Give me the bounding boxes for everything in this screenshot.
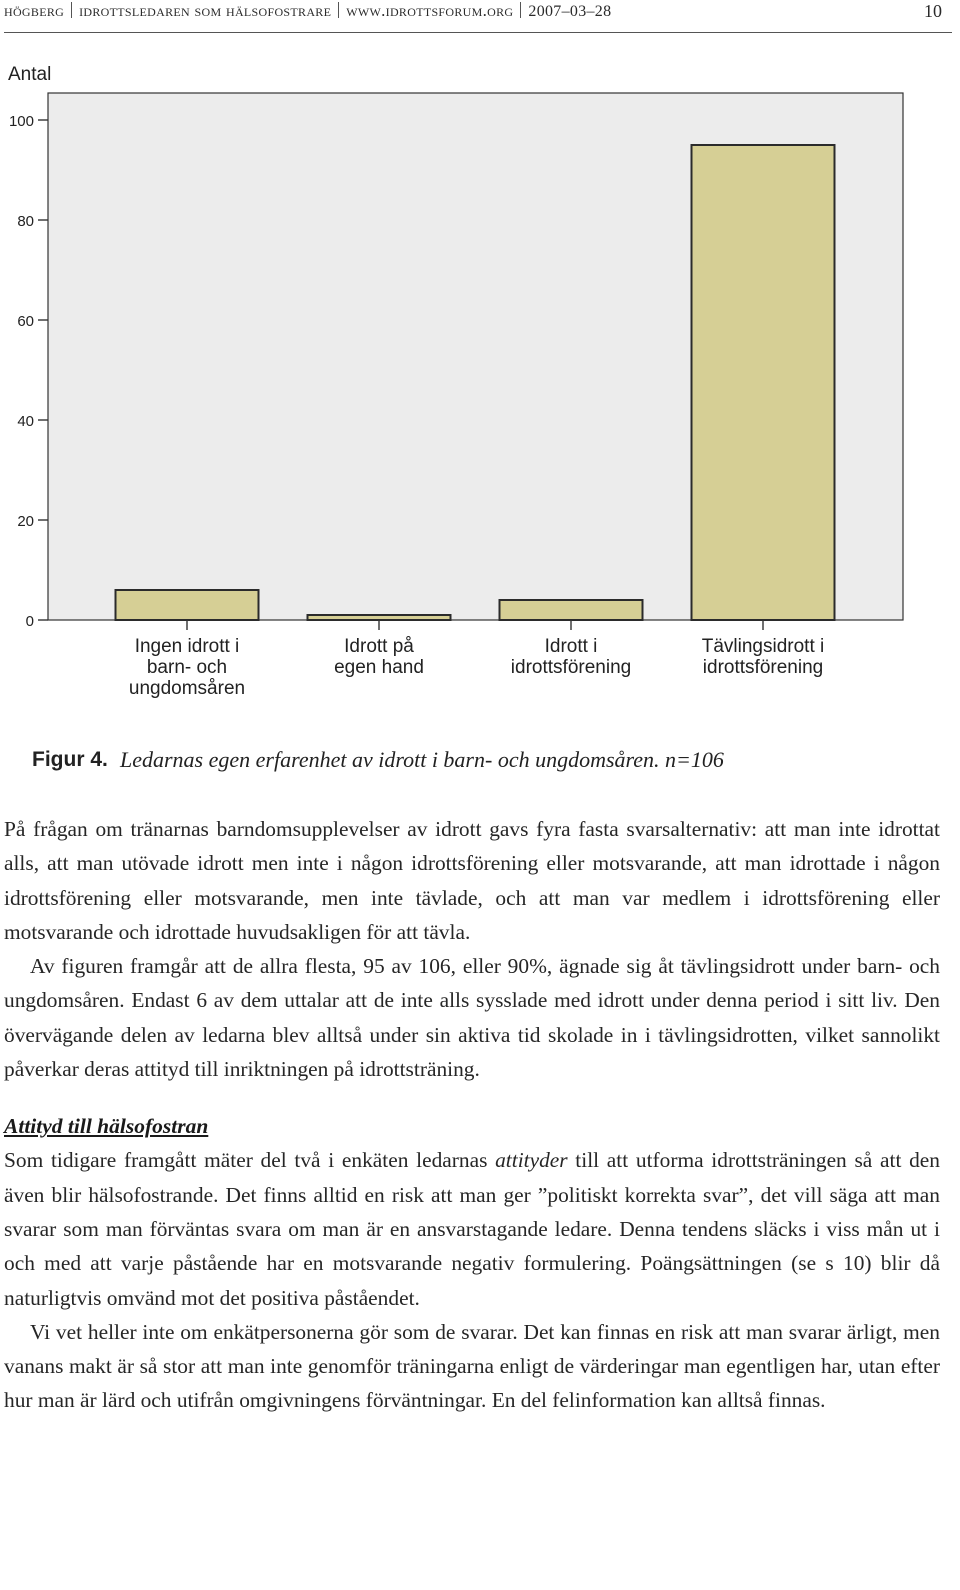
x-category-label: Idrott i — [544, 636, 598, 657]
bar-chart-svg — [0, 50, 940, 710]
running-header — [4, 0, 952, 33]
header-title: idrottsledaren som hälsofostrare — [79, 1, 332, 20]
x-category-label: egen hand — [334, 657, 424, 678]
header-text — [4, 1, 611, 21]
x-category-label: barn- och — [146, 657, 228, 678]
y-tick-label: 80 — [17, 213, 34, 230]
x-category-label: ungdomsåren — [128, 678, 246, 699]
bar — [692, 145, 835, 620]
header-separator — [338, 2, 339, 18]
body-text — [4, 812, 940, 1418]
x-category-label: Ingen idrott i — [134, 636, 240, 657]
header-author: högberg — [4, 1, 65, 20]
x-category-label: Idrott på — [344, 636, 414, 657]
bar — [308, 615, 451, 620]
x-category-label: Tävlingsidrott i — [701, 636, 825, 657]
page-number: 10 — [924, 1, 942, 21]
bar-chart — [0, 50, 940, 710]
y-axis-title: Antal — [8, 64, 52, 85]
section-heading: Attityd till hälsofostran — [4, 1114, 209, 1139]
figure-label: Figur 4. — [32, 748, 108, 771]
x-category-label: idrottsförening — [702, 657, 824, 678]
y-tick-label: 20 — [17, 513, 34, 530]
y-tick-label: 0 — [25, 613, 34, 630]
y-tick-label: 60 — [17, 313, 34, 330]
paragraph-4: Vi vet heller inte om enkätpersonerna gör som de svarar. Det kan finnas en risk att man svarar ärligt, men vanans makt är så stor att man inte genomför träningarna enligt de värderingar man egentligen har, utan efter hur man är lärd och utifrån omgivningens förväntningar. En del felinformation kan alltså finnas. — [4, 1319, 940, 1413]
paragraph-3 — [4, 1143, 940, 1314]
x-category-label: idrottsförening — [510, 657, 632, 678]
y-tick-label: 40 — [17, 413, 34, 430]
bar — [116, 590, 259, 620]
paragraph-3-start: Som tidigare framgått mäter del två i enkäten ledarnas — [4, 1148, 496, 1173]
header-separator — [71, 2, 72, 18]
paragraph-2: Av figuren framgår att de allra flesta, 95 av 106, eller 90%, ägnade sig åt tävlingsidrott under barn- och ungdomsåren. Endast 6 av dem uttalar att de inte alls sysslade med idrott under denna period i sitt liv. Den övervägande delen av ledarna blev alltså under sin aktiva tid skolade in i tävlingsidrotten, vilket sannolikt påverkar deras attityd till inriktningen på idrottsträning. — [4, 954, 940, 1082]
paragraph-3-end: till att utforma idrottsträningen så att den även blir hälsofostrande. Det finns alltid en risk att man ger ”politiskt korrekta svar”, det vill säga att man svarar som man förväntas svara om man är en ansvarstagande ledare. Denna tendens släcks i viss mån ut i och med att varje påstående har en motsvarande negativ formulering. Poängsättningen (se s 10) blir då naturligtvis omvänd mot det positiva påståendet. — [4, 1148, 940, 1310]
header-date: 2007–03–28 — [528, 3, 612, 20]
paragraph-3-emphasis: attityder — [495, 1148, 568, 1173]
header-separator — [520, 2, 521, 18]
figure-caption — [32, 746, 724, 772]
paragraph-1: På frågan om tränarnas barndomsupplevelser av idrott gavs fyra fasta svarsalternativ: att man inte idrottat alls, att man utövade idrott men inte i någon idrottsförening eller motsvarande, att man idrottade i någon idrottsförening eller motsvarande, men inte tävlade, och att man var medlem i idrottsförening eller motsvarande och idrottade huvudsakligen för att tävla. — [4, 817, 940, 944]
figure-caption-text: Ledarnas egen erfarenhet av idrott i barn- och ungdomsåren. n=106 — [120, 747, 724, 772]
y-tick-label: 100 — [8, 113, 34, 130]
bar — [500, 600, 643, 620]
header-site: www.idrottsforum.org — [346, 1, 514, 20]
